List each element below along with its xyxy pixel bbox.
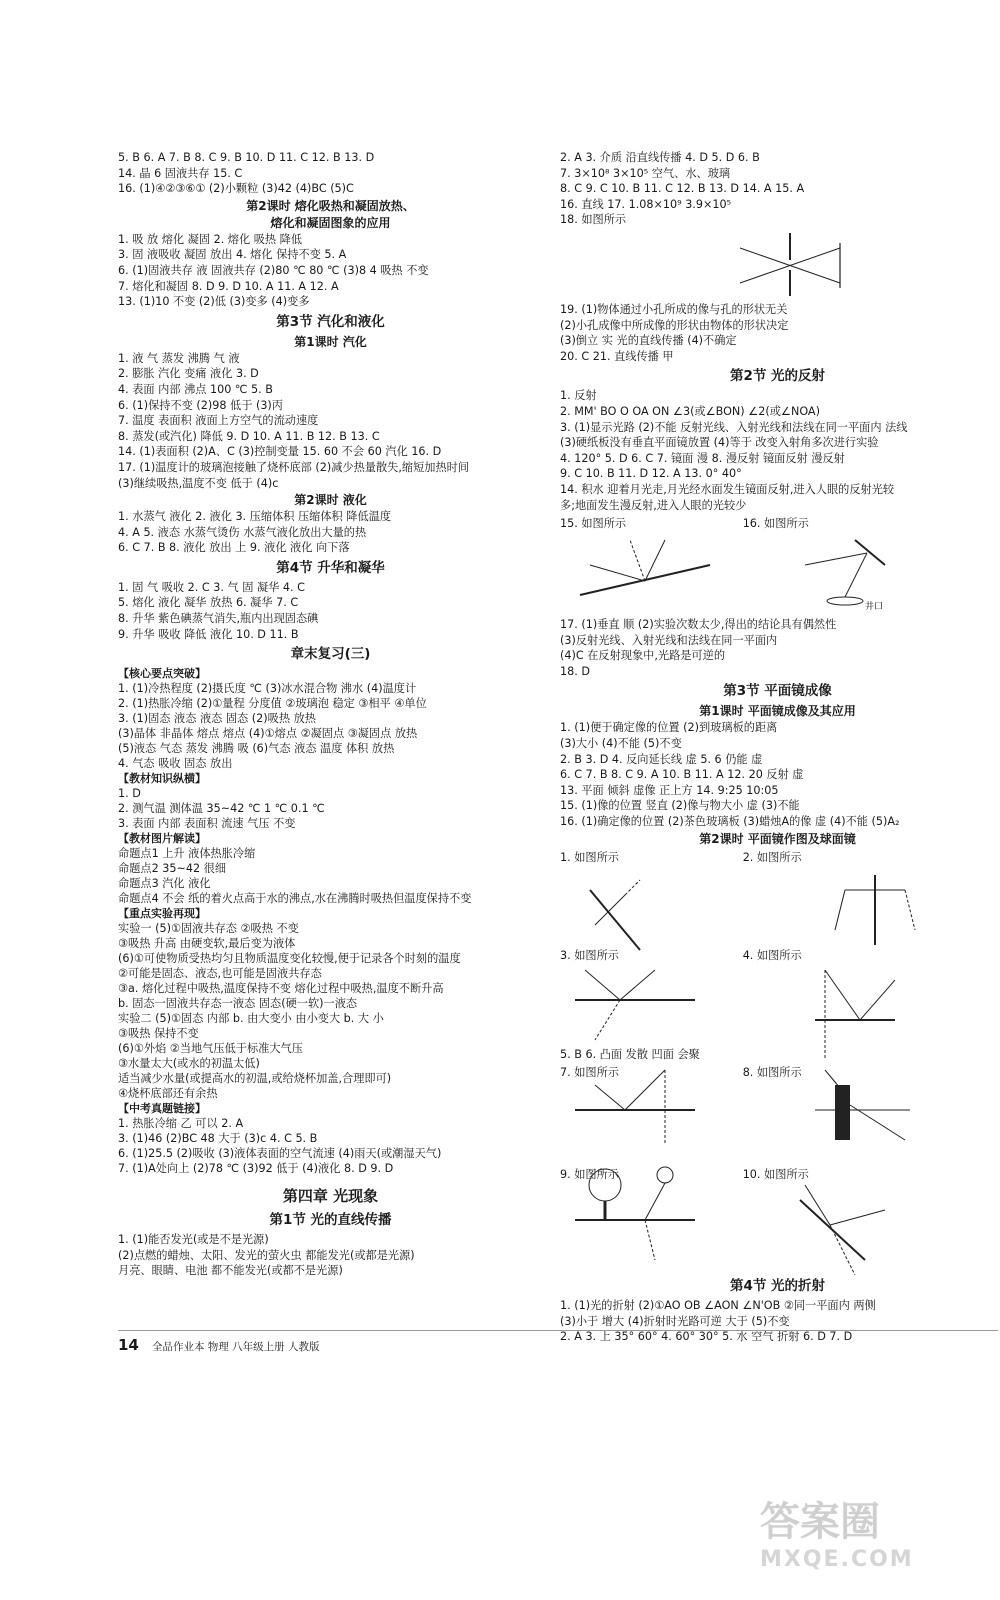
answer-line: 1. 反射 [560, 389, 597, 403]
answer-line: 14. 积水 迎着月光走,月光经水面发生镜面反射,进入人眼的反射光较 [560, 482, 895, 496]
answer-line: 7. 温度 表面积 液面上方空气的流动速度 [118, 414, 319, 428]
answer-line: 1. 固 气 吸收 2. C 3. 气 固 凝华 4. C [118, 580, 305, 594]
answer-line: 14. (1)表面积 (2)A、C (3)控制变量 15. 60 不会 60 汽化 16. D [118, 445, 442, 459]
answer-line: 1. 吸 放 熔化 凝固 2. 熔化 吸热 降低 [118, 232, 303, 246]
lesson-title: 第1课时 平面镜成像及其应用 [699, 704, 856, 719]
answer-line: 1. (1)能否发光(或是不是光源) [118, 1233, 269, 1247]
figure-label: 7. 如图所示 [560, 1066, 619, 1080]
block-tag: 【中考真题链接】 [118, 1102, 206, 1116]
page-number: 14 [118, 1336, 139, 1354]
figure-label: 16. 如图所示 [742, 517, 809, 531]
figure-label: 1. 如图所示 [560, 850, 619, 864]
section-title: 第1节 光的直线传播 [269, 1212, 392, 1229]
answer-line: 15. (1)像的位置 竖直 (2)像与物大小 虚 (3)不能 [560, 799, 800, 813]
figure-1-art [590, 880, 640, 950]
section-title: 第3节 平面镜成像 [723, 683, 832, 700]
answer-line: (6)①可使物质受热均匀且物质温度变化较慢,便于记录各个时刻的温度 [118, 952, 461, 966]
answer-line: 3. 固 液吸收 凝固 放出 4. 熔化 保持不变 5. A [118, 248, 347, 262]
block-tag: 【重点实验再现】 [118, 907, 206, 921]
answer-line: (5)液态 气态 蒸发 沸腾 吸 (6)气态 液态 温度 体积 放热 [118, 742, 395, 756]
answer-line: 5. B 6. 凸面 发散 凹面 会聚 [560, 1047, 700, 1061]
answer-line: 2. MM' BO O OA ON ∠3(或∠BON) ∠2(或∠NOA) [560, 404, 820, 418]
answer-line: 适当减少水量(或提高水的初温,或给烧杯加盖,合理即可) [118, 1072, 392, 1086]
reflection-diagram [570, 535, 720, 615]
answer-line: (3)大小 (4)不能 (5)不变 [560, 737, 682, 751]
figure-label: 10. 如图所示 [742, 1168, 809, 1182]
answer-line: 3. (1)固态 液态 液态 固态 (2)吸热 放热 [118, 712, 316, 726]
answer-line: 1. D [118, 787, 141, 801]
answer-line: 6. (1)25.5 (2)吸收 (3)液体表面的空气流速 (4)雨天(或潮湿天气) [118, 1147, 442, 1161]
block-tag: 【教材知识纵横】 [118, 772, 206, 786]
answer-line: 2. 测气温 测体温 35~42 ℃ 1 ℃ 0.1 ℃ [118, 802, 325, 816]
answer-line: 18. 如图所示 [560, 213, 627, 227]
figure-label: 4. 如图所示 [742, 948, 802, 962]
answer-line: 1. (1)冷热程度 (2)摄氏度 ℃ (3)冰水混合物 沸水 (4)温度计 [118, 682, 417, 696]
answer-line: 19. (1)物体通过小孔所成的像与孔的形状无关 [560, 302, 788, 316]
answer-line: 4. 120° 5. D 6. C 7. 镜面 漫 8. 漫反射 镜面反射 漫反射 [560, 451, 845, 465]
answer-line: ③吸热 升高 由硬变软,最后变为液体 [118, 937, 296, 951]
section-title: 第4节 光的折射 [729, 1278, 826, 1295]
answer-line: 16. (1)④②③⑥① (2)小颗粒 (3)42 (4)BC (5)C [118, 182, 354, 196]
answer-line: (2)点燃的蜡烛、太阳、发光的萤火虫 都能发光(或都是光源) [118, 1248, 415, 1262]
answer-line: 16. 直线 17. 1.08×10⁹ 3.9×10⁵ [560, 197, 732, 211]
mirror-figures [565, 870, 985, 1290]
answer-line: 16. (1)确定像的位置 (2)茶色玻璃板 (3)蜡烛A的像 虚 (4)不能 (5)A₂ [560, 815, 900, 829]
answer-line: 5. B 6. A 7. B 8. C 9. B 10. D 11. C 12. B 13. D [118, 151, 375, 164]
figure-label: 2. 如图所示 [742, 850, 802, 864]
answer-line: 实验一 (5)①固液共存态 ②吸热 不变 [118, 922, 299, 936]
chapter-title: 第四章 光现象 [282, 1187, 379, 1206]
answer-line: 4. A 5. 液态 水蒸气烫伤 水蒸气液化放出大量的热 [118, 525, 367, 539]
watermark-logo [760, 1490, 970, 1580]
figure-label: 3. 如图所示 [560, 948, 619, 962]
figure-7-art [575, 1070, 695, 1145]
figure-8-art [815, 1070, 910, 1140]
answer-line: 实验二 (5)①固态 内部 b. 由大变小 由小变大 b. 大 小 [118, 1012, 384, 1026]
answer-line: ④烧杯底部还有余热 [118, 1087, 218, 1101]
section-title: 第2节 光的反射 [729, 368, 826, 385]
answer-line: 7. (1)A处向上 (2)78 ℃ (3)92 低于 (4)液化 8. D 9. D [118, 1162, 394, 1176]
answer-line: 6. C 7. B 8. 液化 放出 上 9. 液化 液化 向下落 [118, 541, 350, 555]
book-info: 全品作业本 物理 八年级上册 人教版 [151, 1341, 320, 1353]
answer-line: (3)硬纸板没有垂直平面镜放置 (4)等于 改变入射角多次进行实验 [560, 436, 879, 450]
answer-line: 8. 蒸发(或汽化) 降低 9. D 10. A 11. B 12. B 13. C [118, 429, 380, 443]
answer-line: ③水量太大(或水的初温太低) [118, 1057, 260, 1071]
answer-line: 20. C 21. 直线传播 甲 [560, 349, 674, 363]
figure-label: 15. 如图所示 [560, 517, 627, 531]
pinhole-diagram [710, 228, 870, 298]
answer-line: 2. (1)热胀冷缩 (2)①量程 分度值 ②玻璃泡 稳定 ③相平 ④单位 [118, 697, 427, 711]
review-title: 章末复习(三) [290, 646, 371, 663]
answer-line: ②可能是固态、液态,也可能是固液共存态 [118, 967, 322, 981]
answer-line: 命题点2 35~42 很细 [118, 862, 227, 876]
answer-line: 1. 水蒸气 液化 2. 液化 3. 压缩体积 压缩体积 降低温度 [118, 510, 392, 524]
left-column [118, 150, 543, 1279]
answer-line: 1. 液 气 蒸发 沸腾 气 液 [118, 351, 240, 365]
block-tag: 【教材图片解读】 [118, 832, 206, 846]
figure-4-art [815, 970, 895, 1060]
answer-line: 2. A 3. 介质 沿直线传播 4. D 5. D 6. B [560, 151, 760, 164]
answer-line: 13. 平面 倾斜 虚像 正上方 14. 9:25 10:05 [560, 783, 779, 797]
answer-line: (2)小孔成像中所成像的形状由物体的形状决定 [560, 318, 789, 332]
figure-2-art [835, 875, 915, 945]
answer-line: 5. 熔化 液化 凝华 放热 6. 凝华 7. C [118, 596, 299, 610]
answer-line: 4. 表面 内部 沸点 100 ℃ 5. B [118, 382, 273, 396]
watermark-text: 答案圈 [760, 1499, 880, 1545]
answer-line: 6. C 7. B 8. C 9. A 10. B 11. A 12. 20 反射 虚 [560, 768, 804, 782]
answer-line: 8. C 9. C 10. B 11. C 12. B 13. D 14. A 15. A [560, 182, 805, 196]
lesson-title: 第2课时 熔化吸热和凝固放热、 [246, 198, 415, 213]
answer-line: 13. (1)10 不变 (2)低 (3)变多 (4)变多 [118, 295, 310, 309]
answer-line: 多;地面发生漫反射,进入人眼的光较少 [560, 498, 747, 512]
answer-line: (6)①外焰 ②当地气压低于标准大气压 [118, 1042, 303, 1056]
answer-line: b. 固态一固液共存态一液态 固态(硬一软)一液态 [118, 997, 358, 1011]
answer-line: 6. (1)保持不变 (2)98 低于 (3)丙 [118, 398, 283, 412]
lesson-title: 熔化和凝固图象的应用 [270, 215, 391, 230]
block-tag: 【核心要点突破】 [118, 667, 206, 681]
answer-line: 2. 膨胀 汽化 变痛 液化 3. D [118, 367, 259, 381]
figure-9-art [575, 1167, 695, 1260]
answer-line: 月亮、眼睛、电池 都不能发光(或都不是光源) [118, 1264, 343, 1278]
answer-line: 1. (1)光的折射 (2)①AO OB ∠AON ∠N'OB ②同一平面内 两侧 [560, 1299, 876, 1313]
answer-line: 4. 气态 吸收 固态 放出 [118, 757, 233, 771]
answer-line: 1. 热胀冷缩 乙 可以 2. A [118, 1117, 244, 1131]
answer-line: 命题点3 汽化 液化 [118, 877, 211, 891]
answer-line: (3)小于 增大 (4)折射时光路可逆 大于 (5)不变 [560, 1314, 790, 1328]
lesson-title: 第2课时 平面镜作图及球面镜 [699, 831, 856, 846]
well-mirror-diagram [785, 535, 895, 615]
answer-line: ③a. 熔化过程中吸热,温度保持不变 熔化过程中吸热,温度不断升高 [118, 982, 444, 996]
answer-line: (4)C 在反射现象中,光路是可逆的 [560, 649, 726, 663]
answer-line: 2. A 3. 上 35° 60° 4. 60° 30° 5. 水 空气 折射 6. D 7. D [560, 1330, 853, 1344]
figure-10-art [800, 1185, 885, 1275]
section-title: 第3节 汽化和液化 [276, 313, 385, 330]
answer-line: 3. 表面 内部 表面积 流速 气压 不变 [118, 817, 296, 831]
answer-line: 3. (1)显示光路 (2)不能 反射光线、入射光线和法线在同一平面内 法线 [560, 420, 908, 434]
figure-label: 9. 如图所示 [560, 1168, 619, 1182]
lesson-title: 第2课时 液化 [294, 493, 367, 508]
answer-line: (3)继续吸热,温度不变 低于 (4)c [118, 476, 279, 490]
figure-3-art [575, 970, 695, 1040]
answer-line: 14. 晶 6 固液共存 15. C [118, 166, 243, 180]
answer-line: 1. (1)便于确定像的位置 (2)到玻璃板的距离 [560, 721, 778, 735]
watermark-url: MXQE.COM [760, 1547, 914, 1572]
answer-line: (3)反射光线、入射光线和法线在同一平面内 [560, 633, 778, 647]
answer-line: 17. (1)垂直 顺 (2)实验次数太少,得出的结论具有偶然性 [560, 618, 837, 632]
answer-line: 命题点1 上升 液体热胀冷缩 [118, 847, 256, 861]
answer-line: 3. (1)46 (2)BC 48 大于 (3)c 4. C 5. B [118, 1132, 318, 1146]
answer-line: 9. 升华 吸收 降低 液化 10. D 11. B [118, 627, 299, 641]
figure-label: 8. 如图所示 [742, 1066, 802, 1080]
answer-line: 18. D [560, 664, 590, 678]
answer-line: 9. C 10. B 11. D 12. A 13. 0° 40° [560, 467, 742, 481]
answer-line: 6. (1)固液共存 液 固液共存 (2)80 ℃ 80 ℃ (3)8 4 吸热 不变 [118, 263, 429, 277]
well-label: 井口 [865, 602, 884, 613]
answer-line: 17. (1)温度计的玻璃泡接触了烧杯底部 (2)减少热量散失,缩短加热时间 [118, 460, 470, 474]
section-title: 第4节 升华和凝华 [276, 559, 385, 576]
answer-line: (3)晶体 非晶体 熔点 熔点 (4)①熔点 ②凝固点 ③凝固点 放热 [118, 727, 418, 741]
answer-line: 2. B 3. D 4. 反向延长线 虚 5. 6 仍能 虚 [560, 752, 763, 766]
answer-line: 命题点4 不会 纸的着火点高于水的沸点,水在沸腾时吸热但温度保持不变 [118, 892, 472, 906]
answer-line: (3)倒立 实 光的直线传播 (4)不确定 [560, 334, 737, 348]
answer-line: 7. 熔化和凝固 8. D 9. D 10. A 11. A 12. A [118, 279, 339, 293]
lesson-title: 第1课时 汽化 [294, 334, 367, 349]
answer-line: 7. 3×10⁸ 3×10⁵ 空气、水、玻璃 [560, 166, 731, 180]
answer-line: ③吸热 保持不变 [118, 1027, 199, 1041]
answer-line: 8. 升华 紫色碘蒸气消失,瓶内出现固态碘 [118, 612, 319, 626]
page-footer [118, 1330, 998, 1354]
